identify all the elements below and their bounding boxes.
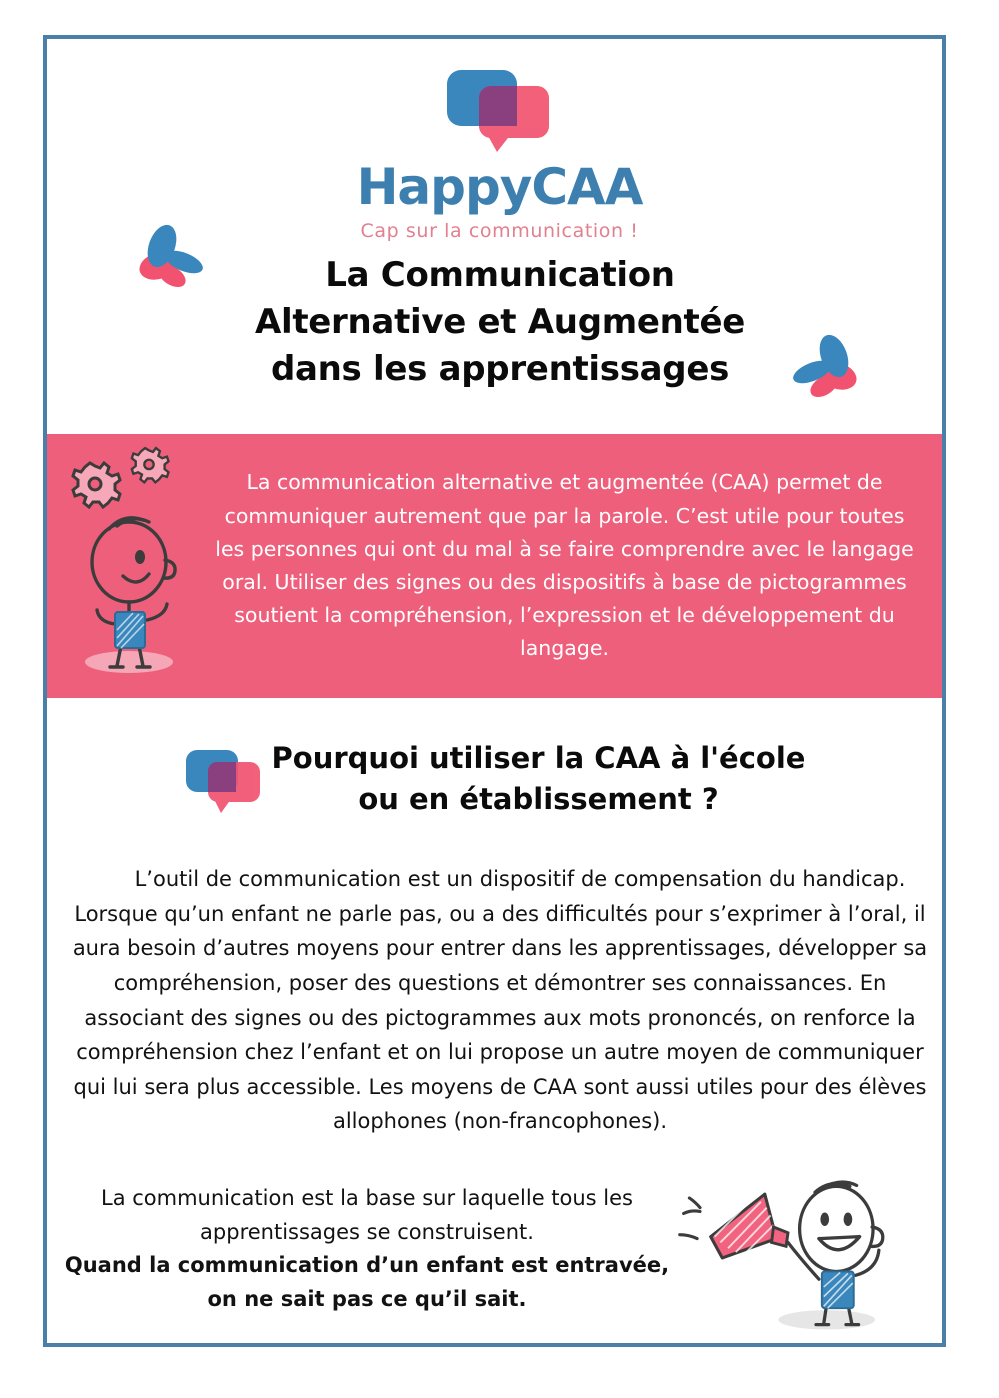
title-line-1: La Communication	[325, 255, 675, 295]
definition-banner	[47, 434, 942, 698]
speech-bubbles-icon	[445, 68, 555, 156]
speech-bubble-overlap-shape	[479, 86, 517, 126]
logo-wordmark: HappyCAA	[356, 158, 643, 216]
section-heading-text	[272, 736, 806, 820]
closing-line-regular: La communication est la base sur laquelle tous les apprentissages se construisent.	[101, 1186, 633, 1244]
stick-figure-thinking-icon	[47, 434, 215, 698]
closing-block	[62, 1182, 942, 1336]
speech-bubbles-icon	[184, 748, 262, 810]
title-line-2: Alternative et Augmentée	[254, 301, 746, 342]
logo-tagline: Cap sur la communication !	[360, 220, 639, 242]
speech-bubble-overlap-shape	[208, 762, 236, 792]
title-line-3: dans les apprentissages	[270, 348, 730, 389]
stick-figure-megaphone-icon	[672, 1176, 962, 1336]
closing-line-bold: Quand la communication d’un enfant est entravée, on ne sait pas ce qu’il sait.	[64, 1253, 670, 1311]
brand-logo	[0, 68, 999, 242]
section-heading-line-1: Pourquoi utiliser la CAA à l'école	[271, 741, 806, 775]
closing-text	[62, 1182, 672, 1316]
section-heading	[47, 736, 942, 820]
definition-text: La communication alternative et augmentée (CAA) permet de communiquer autrement que par la parole. C’est utile pour toutes les personnes qui ont du mal à se faire comprendre avec le langage oral. Utiliser des signes ou des dispositifs à base de pictogrammes soutient la compréhension, l’expression et le développement du langage.	[215, 470, 914, 661]
body-paragraph	[70, 862, 930, 1139]
body-paragraph-text: L’outil de communication est un dispositif de compensation du handicap. Lorsque qu’un enfant ne parle pas, ou a des difficultés pour s’exprimer à l’oral, il aura besoin d’autres moyens pour entrer dans les apprentissages, développer sa compréhension, poser des questions et démontrer ses connaissances. En associant des signes ou des pictogrammes aux mots prononcés, on renforce la compréhension chez l’enfant et on lui propose un autre moyen de communiquer qui lui sera plus accessible. Les moyens de CAA sont aussi utiles pour des élèves allophones (non-francophones).	[72, 867, 928, 1134]
section-heading-line-2: ou en établissement ?	[358, 782, 719, 817]
page-title	[180, 252, 820, 393]
